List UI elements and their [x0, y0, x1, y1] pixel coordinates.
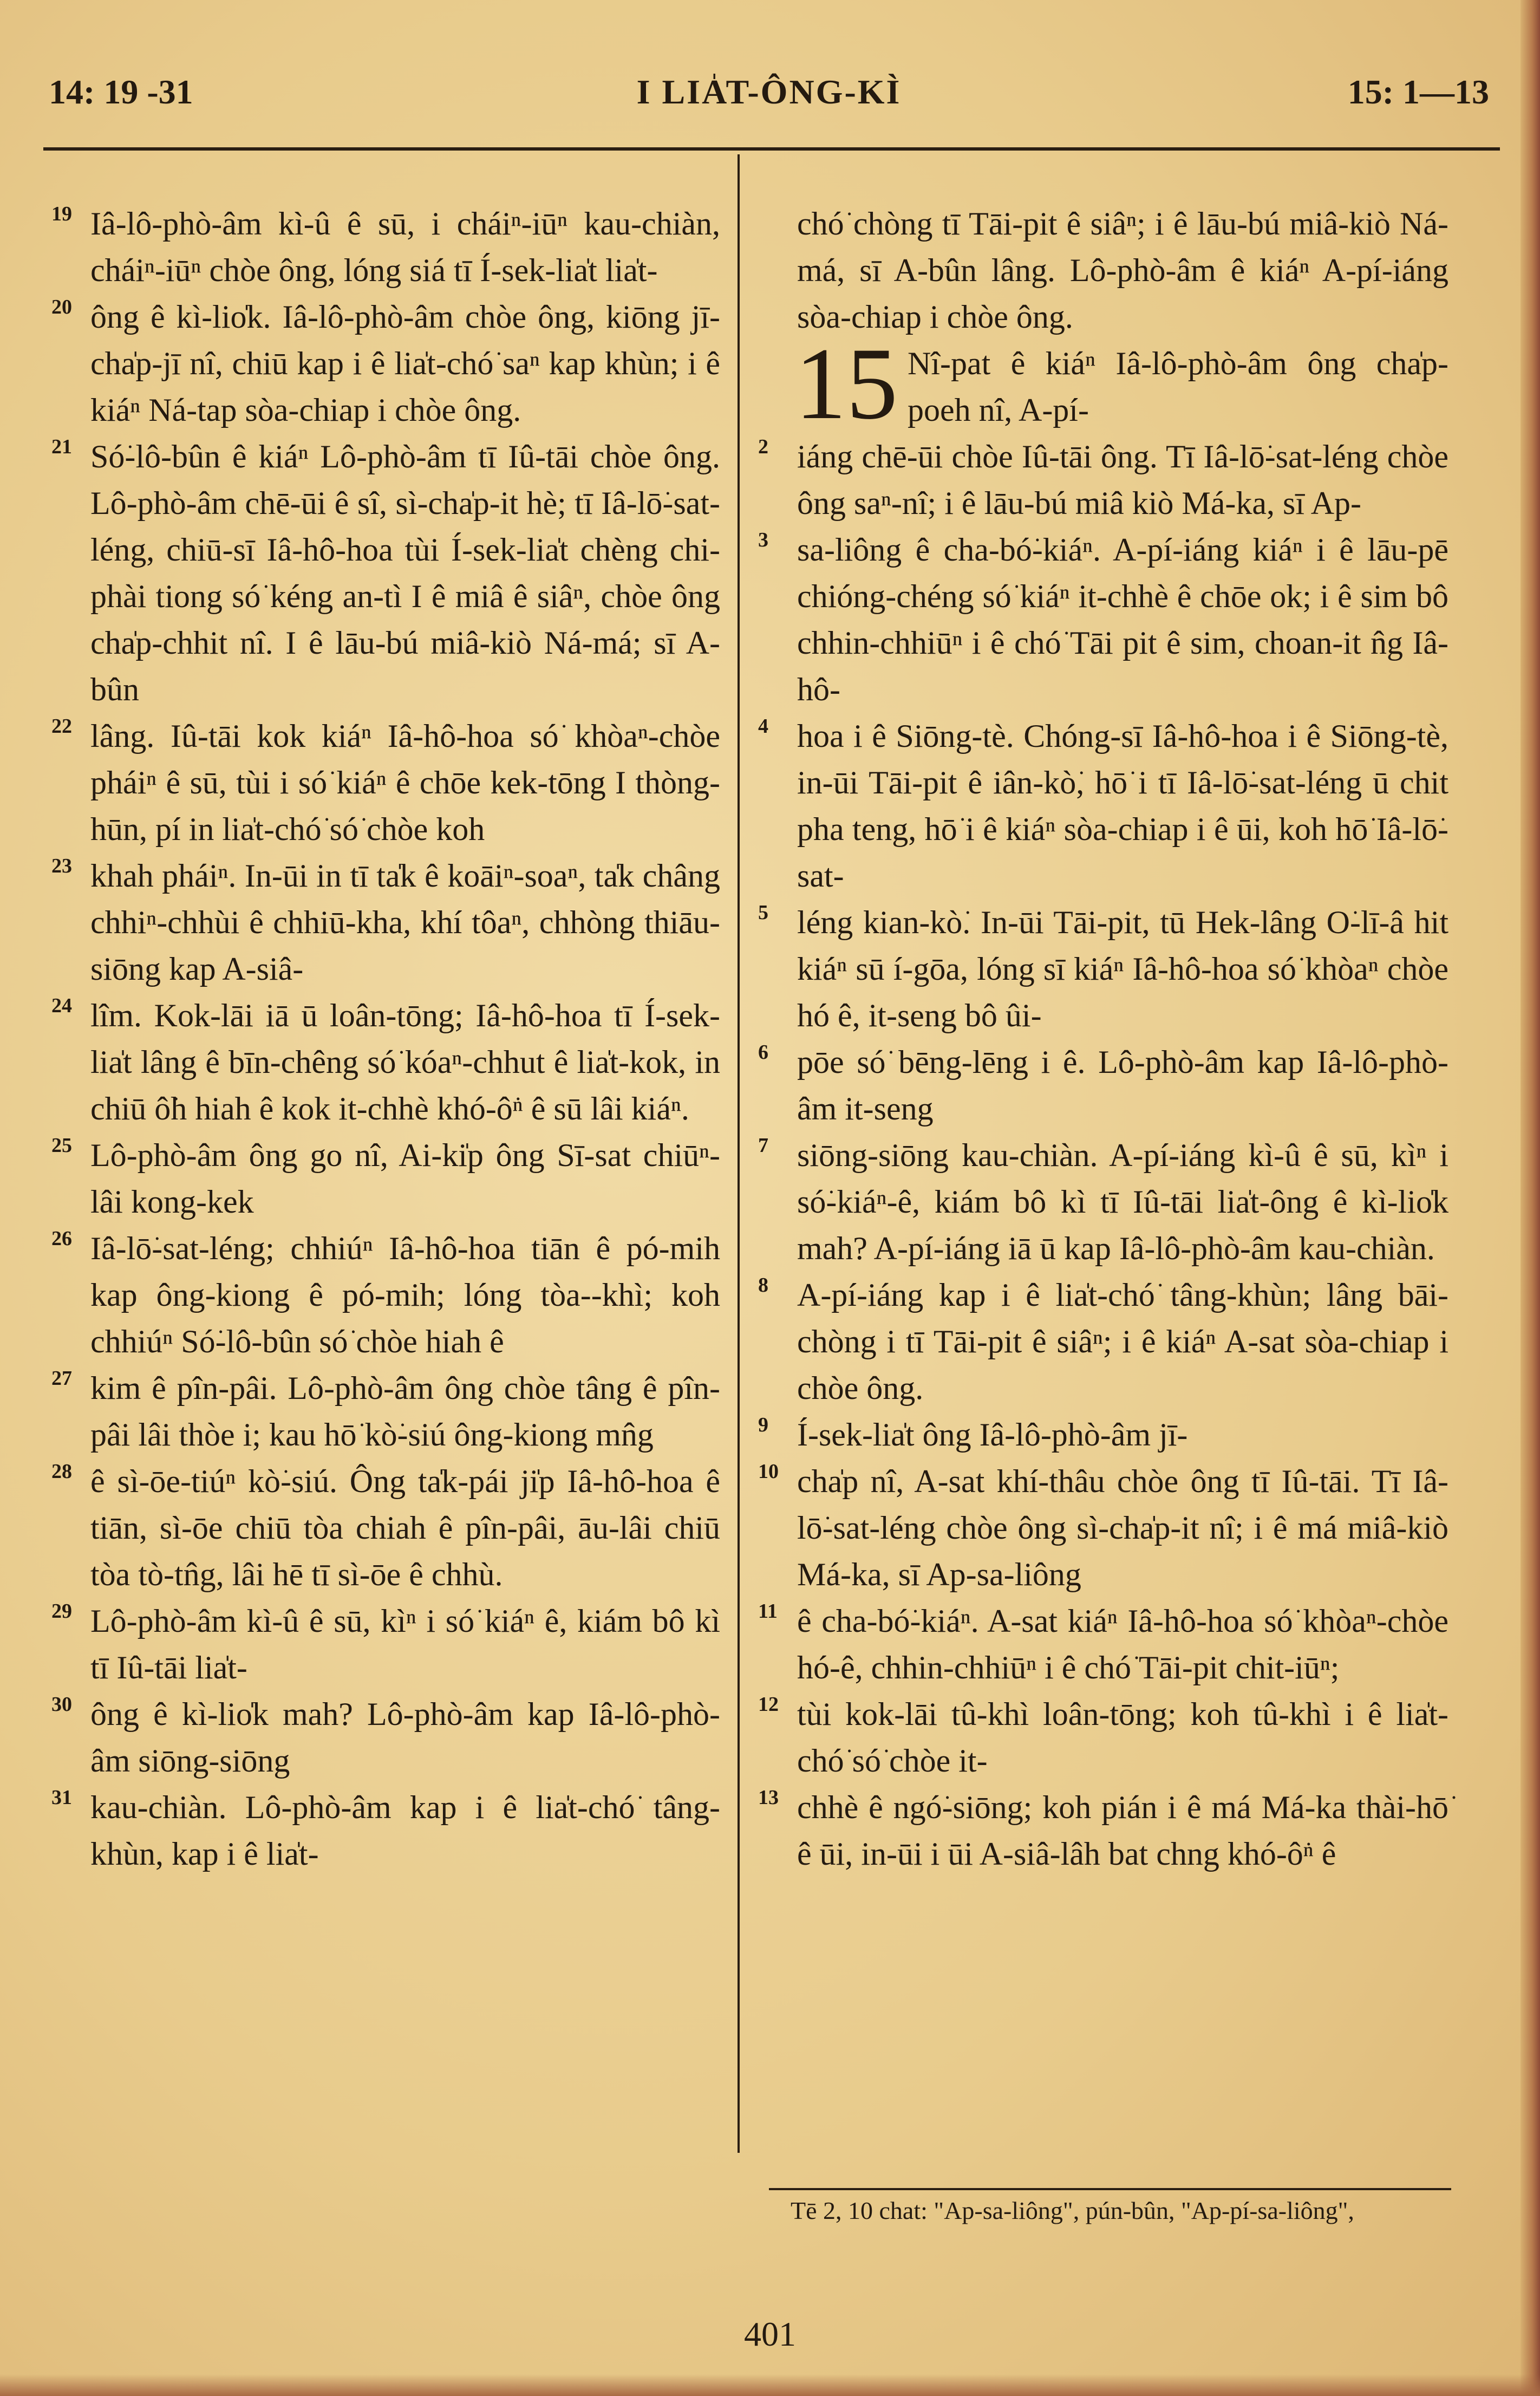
verse-3 — [758, 526, 1448, 713]
verse-23 — [51, 852, 720, 992]
left-column — [51, 200, 720, 1877]
verse-number: 23 — [51, 855, 72, 877]
page-number: 401 — [744, 2315, 796, 2353]
verse-number: 29 — [51, 1600, 72, 1623]
verse-number: 28 — [51, 1460, 72, 1483]
verse-31 — [51, 1784, 720, 1877]
verse-text: ê sì-ōe-tiúⁿ kò͘-siú. Ông ta̍k-pái ji̍p Iâ-hô-hoa ê tiān, sì-ōe chiū tòa chiah ê pîn-pâi, āu-lâi chiū tòa tò-tn̂g, lâi hē tī sì-ōe ê chhù. — [90, 1463, 720, 1592]
verse-number: 26 — [51, 1227, 72, 1250]
verse-number: 9 — [758, 1414, 768, 1436]
verse-number: 3 — [758, 529, 768, 551]
verse-25 — [51, 1132, 720, 1225]
verse-text: kau-chiàn. Lô-phò-âm kap i ê lia̍t-chó͘ tâng-khùn, kap i ê lia̍t- — [90, 1789, 720, 1872]
verse-9 — [758, 1411, 1448, 1458]
verse-number: 30 — [51, 1693, 72, 1716]
verse-text: sa-liông ê cha-bó͘-kiáⁿ. A-pí-iáng kiáⁿ i ê lāu-pē chióng-chéng só͘ kiáⁿ it-chhè ê chōe ok; i ê sim bô chhin-chhiūⁿ i ê chó͘ Tāi pit ê sim, choan-it n̂g Iâ-hô- — [797, 532, 1448, 707]
verse-text: Í-sek-lia̍t ông Iâ-lô-phò-âm jī- — [797, 1417, 1188, 1453]
verse-number: 24 — [51, 994, 72, 1017]
verse-text: Iâ-lô-phò-âm kì-û ê sū, i cháiⁿ-iūⁿ kau-chiàn, cháiⁿ-iūⁿ chòe ông, lóng siá tī Í-sek-lia̍t lia̍t- — [90, 206, 720, 288]
verse-text: Nî-pat ê kiáⁿ Iâ-lô-phò-âm ông cha̍p-poeh nî, A-pí- — [908, 346, 1448, 428]
verse-number: 25 — [51, 1134, 72, 1157]
verse-text: cha̍p nî, A-sat khí-thâu chòe ông tī Iû-tāi. Tī Iâ-lō͘-sat-léng chòe ông sì-cha̍p-it nî; i ê má miâ-kiò Má-ka, sī Ap-sa-liông — [797, 1463, 1448, 1592]
verse-text: kim ê pîn-pâi. Lô-phò-âm ông chòe tâng ê pîn-pâi lâi thòe i; kau hō͘ kò͘-siú ông-kiong mn̂g — [90, 1370, 720, 1453]
footnote: Tē 2, 10 chat: "Ap-sa-liông", pún-bûn, "Ap-pí-sa-liông", — [791, 2197, 1354, 2224]
verse-22 — [51, 713, 720, 852]
verse-text: Lô-phò-âm kì-û ê sū, kìⁿ i só͘ kiáⁿ ê, kiám bô kì tī Iû-tāi lia̍t- — [90, 1603, 720, 1685]
verse-number: 21 — [51, 435, 72, 458]
header-left-reference: 14: 19 -31 — [49, 73, 193, 111]
page-edge-right — [1521, 0, 1540, 2396]
verse-number: 11 — [758, 1600, 778, 1623]
verse-text: ê cha-bó͘-kiáⁿ. A-sat kiáⁿ Iâ-hô-hoa só͘ khòaⁿ-chòe hó-ê, chhin-chhiūⁿ i ê chó͘ Tāi-pit chit-iūⁿ; — [797, 1603, 1448, 1685]
verse-7 — [758, 1132, 1448, 1272]
verse-text: lâng. Iû-tāi kok kiáⁿ Iâ-hô-hoa só͘ khòaⁿ-chòe pháiⁿ ê sū, tùi i só͘ kiáⁿ ê chōe kek-tōng I thòng-hūn, pí in lia̍t-chó͘ só͘ chòe koh — [90, 718, 720, 847]
header-right-reference: 15: 1—13 — [1347, 73, 1489, 111]
verse-number: 7 — [758, 1134, 768, 1157]
verse-text: siōng-siōng kau-chiàn. A-pí-iáng kì-û ê sū, kìⁿ i só͘-kiáⁿ-ê, kiám bô kì tī Iû-tāi lia̍t-ông ê kì-lio̍k mah? A-pí-iáng iā ū kap Iâ-lô-phò-âm kau-chiàn. — [797, 1137, 1448, 1266]
verse-text: ông ê kì-lio̍k. Iâ-lô-phò-âm chòe ông, kiōng jī-cha̍p-jī nî, chiū kap i ê lia̍t-chó͘ saⁿ kap khùn; i ê kiáⁿ Ná-tap sòa-chiap i chòe ông. — [90, 299, 720, 428]
verse-21 — [51, 433, 720, 713]
verse-28 — [51, 1458, 720, 1598]
verse-11 — [758, 1598, 1448, 1691]
verse-29 — [51, 1598, 720, 1691]
verse-4 — [758, 713, 1448, 899]
verse-number: 8 — [758, 1274, 768, 1297]
verse-8 — [758, 1272, 1448, 1411]
page-edge-bottom — [0, 2374, 1540, 2396]
verse-number: 19 — [51, 203, 72, 225]
verse-text: chó͘ chòng tī Tāi-pit ê siâⁿ; i ê lāu-bú miâ-kiò Ná-má, sī A-bûn lâng. Lô-phò-âm ê kiáⁿ A-pí-iáng sòa-chiap i chòe ông. — [797, 206, 1448, 335]
verse-number: 27 — [51, 1367, 72, 1390]
verse-number: 12 — [758, 1693, 779, 1716]
footnote-rule — [769, 2188, 1451, 2190]
verse-text: hoa i ê Siōng-tè. Chóng-sī Iâ-hô-hoa i ê Siōng-tè, in-ūi Tāi-pit ê iân-kò͘, hō͘ i tī Iâ-lō͘-sat-léng ū chit pha teng, hō͘ i ê kiáⁿ sòa-chiap i ê ūi, koh hō͘ Iâ-lō͘-sat- — [797, 718, 1448, 894]
verse-24 — [51, 992, 720, 1132]
verse-text: iáng chē-ūi chòe Iû-tāi ông. Tī Iâ-lō͘-sat-léng chòe ông saⁿ-nî; i ê lāu-bú miâ kiò Má-ka, sī Ap- — [797, 439, 1448, 521]
chapter-number: 15 — [795, 327, 898, 441]
verse-number: 20 — [51, 296, 72, 318]
header-rule — [43, 147, 1500, 151]
verse-text: léng kian-kò͘. In-ūi Tāi-pit, tū Hek-lâng O͘-lī-â hit kiáⁿ sū í-gōa, lóng sī kiáⁿ Iâ-hô-hoa só͘ khòaⁿ chòe hó ê, it-seng bô ûi- — [797, 904, 1448, 1033]
verse-5 — [758, 899, 1448, 1039]
verse-text: tùi kok-lāi tû-khì loân-tōng; koh tû-khì i ê lia̍t-chó͘ só͘ chòe it- — [797, 1696, 1448, 1779]
verse-number: 5 — [758, 901, 768, 924]
chapter-15-opening — [758, 327, 1448, 441]
verse-12 — [758, 1691, 1448, 1784]
verse-text: pōe só͘ bēng-lēng i ê. Lô-phò-âm kap Iâ-lô-phò-âm it-seng — [797, 1044, 1448, 1127]
verse-text: khah pháiⁿ. In-ūi in tī ta̍k ê koāiⁿ-soaⁿ, ta̍k châng chhiⁿ-chhùi ê chhiū-kha, khí tôaⁿ, chhòng thiāu-siōng kap A-siâ- — [90, 858, 720, 987]
verse-13 — [758, 1784, 1448, 1877]
verse-number: 6 — [758, 1041, 768, 1064]
verse-30 — [51, 1691, 720, 1784]
column-divider — [738, 154, 740, 2153]
verse-31-continuation — [758, 200, 1448, 340]
verse-10 — [758, 1458, 1448, 1598]
verse-number: 10 — [758, 1460, 779, 1483]
verse-number: 22 — [51, 715, 72, 738]
running-header — [49, 65, 1489, 119]
verse-text: Só͘-lô-bûn ê kiáⁿ Lô-phò-âm tī Iû-tāi chòe ông. Lô-phò-âm chē-ūi ê sî, sì-cha̍p-it hè; tī Iâ-lō͘-sat-léng, chiū-sī Iâ-hô-hoa tùi Í-sek-lia̍t chèng chi-phài tiong só͘ kéng an-tì I ê miâ ê siâⁿ, chòe ông cha̍p-chhit nî. I ê lāu-bú miâ-kiò Ná-má; sī A-bûn — [90, 439, 720, 707]
verse-26 — [51, 1225, 720, 1365]
right-column — [758, 200, 1448, 1877]
verse-19 — [51, 200, 720, 294]
header-book-title: I LIA̍T-ÔNG-KÌ — [636, 73, 902, 111]
verse-number: 31 — [51, 1786, 72, 1809]
verse-6 — [758, 1039, 1448, 1132]
verse-text: lîm. Kok-lāi iā ū loân-tōng; Iâ-hô-hoa tī Í-sek-lia̍t lâng ê bīn-chêng só͘ kóaⁿ-chhut ê lia̍t-kok, in chiū ô͘h hiah ê kok it-chhè khó-ô͘ⁿ ê sū lâi kiáⁿ. — [90, 998, 720, 1127]
verse-27 — [51, 1365, 720, 1458]
verse-number: 4 — [758, 715, 768, 738]
verse-number: 2 — [758, 435, 768, 458]
verse-text: chhè ê ngó͘-siōng; koh pián i ê má Má-ka thài-hō͘ ê ūi, in-ūi i ūi A-siâ-lâh bat chng khó-ô͘ⁿ ê — [797, 1789, 1448, 1872]
verse-text: ông ê kì-lio̍k mah? Lô-phò-âm kap Iâ-lô-phò-âm siōng-siōng — [90, 1696, 720, 1779]
verse-2 — [758, 433, 1448, 526]
verse-20 — [51, 294, 720, 433]
verse-text: Iâ-lō͘-sat-léng; chhiúⁿ Iâ-hô-hoa tiān ê pó-mih kap ông-kiong ê pó-mih; lóng tòa--khì; koh chhiúⁿ Só͘-lô-bûn só͘ chòe hiah ê — [90, 1230, 720, 1359]
verse-text: Lô-phò-âm ông go nî, Ai-ki̍p ông Sī-sat chiūⁿ-lâi kong-kek — [90, 1137, 720, 1220]
verse-text: A-pí-iáng kap i ê lia̍t-chó͘ tâng-khùn; lâng bāi-chòng i tī Tāi-pit ê siâⁿ; i ê kiáⁿ A-sat sòa-chiap i chòe ông. — [797, 1277, 1448, 1406]
verse-number: 13 — [758, 1786, 779, 1809]
